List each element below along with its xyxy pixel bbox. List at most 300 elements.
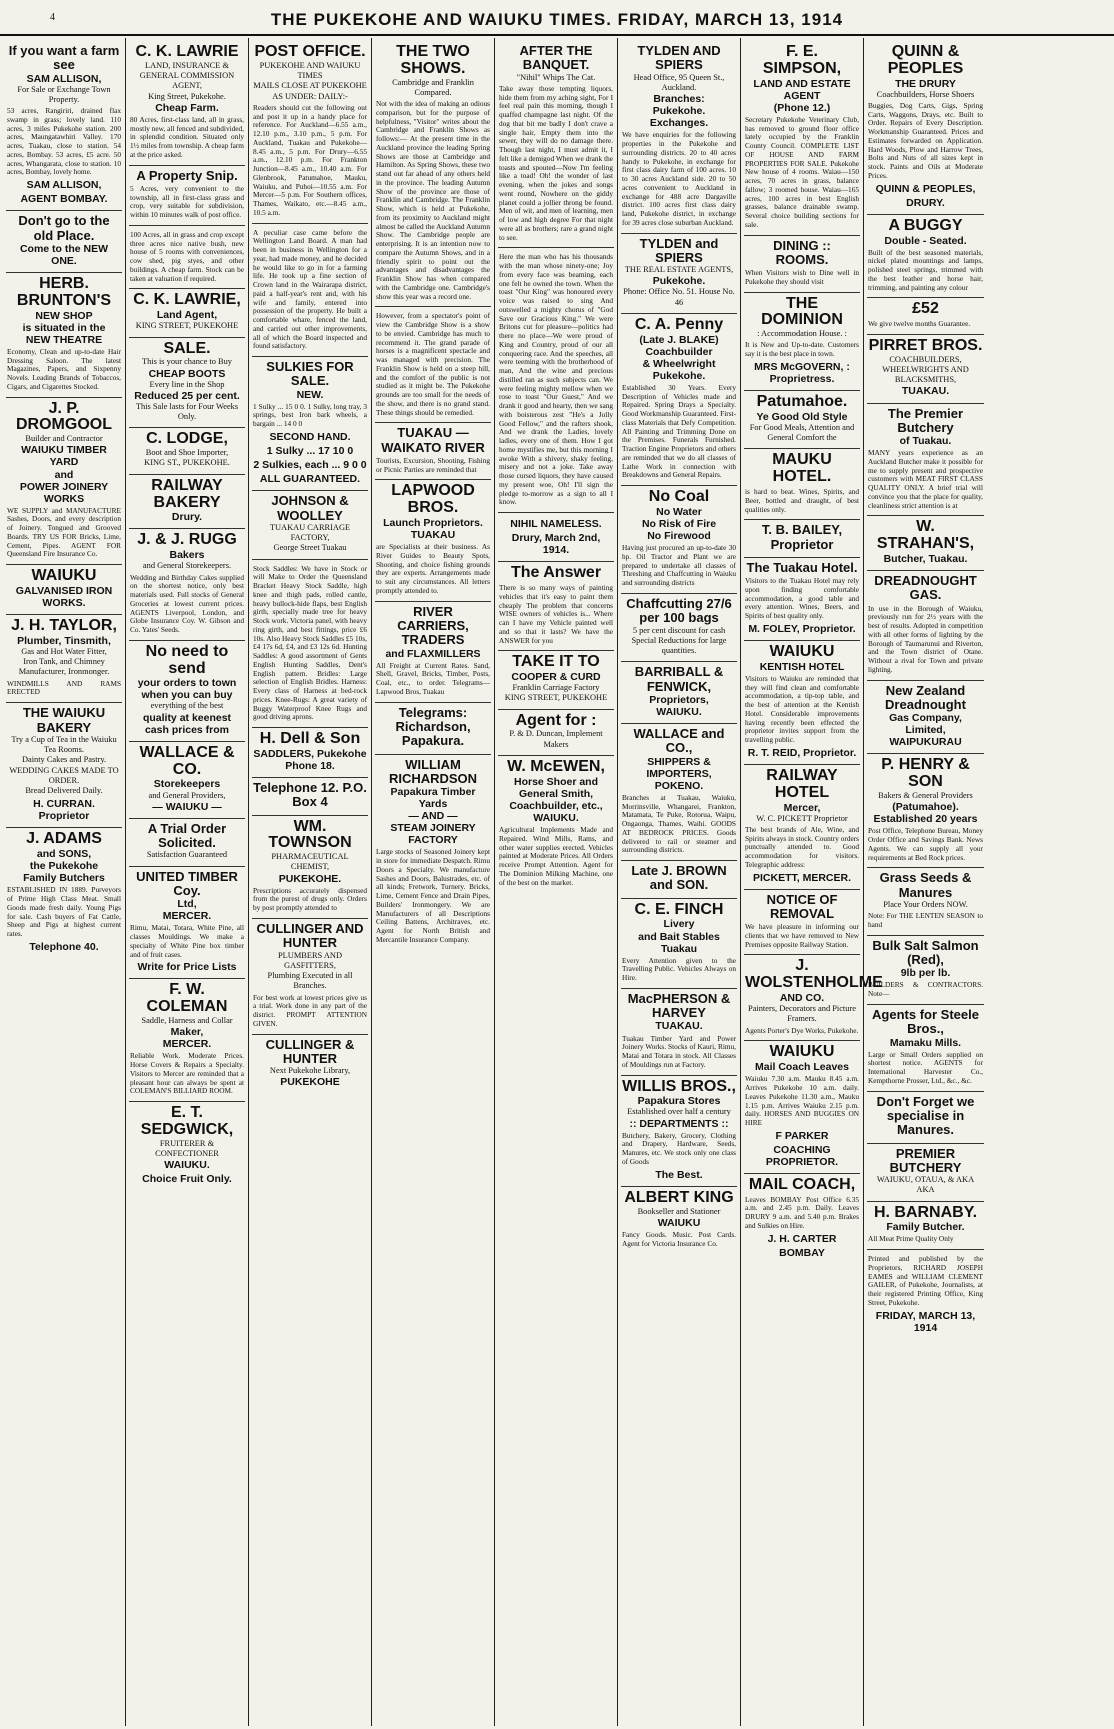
ad-body-text: is hard to beat. Wines, Spirits, and Beer, bottled and draught, of best qualities only. (745, 487, 859, 514)
ad-line: Cheap Farm. (155, 101, 219, 114)
advertisement (744, 558, 860, 641)
ad-line: (Late J. BLAKE) (639, 333, 719, 346)
ad-line: SHIPPERS & IMPORTERS, (646, 755, 712, 780)
ad-body-text: We give twelve months Guarantee. (868, 319, 971, 329)
ad-line: PLUMBERS AND GASFITTERS, (278, 950, 342, 970)
ad-body-text: We have pleasure in informing our clients that we have removed to New Premises opposite Railway Station. (745, 922, 859, 949)
advertisement (621, 724, 737, 861)
ad-body-text: Rimu, Matai, Totara, White Pine, all classes Mouldings. We make a specialty of White Pine box timber and of fruit cases. (130, 923, 244, 959)
advertisement (498, 562, 614, 651)
ad-headline: F. W. COLEMAN (146, 981, 228, 1016)
ad-line: cash prices from (144, 723, 230, 736)
ad-body-text: BUILDERS & CONTRACTORS. Note— (868, 980, 983, 999)
ad-headline: MAIL COACH, (748, 1175, 856, 1193)
ad-line: NEW SHOP (35, 309, 93, 322)
ad-line: Horse Shoer and (513, 775, 599, 788)
ad-line: TUAKAU. (901, 385, 950, 398)
ad-headline: QUINN & PEOPLES (887, 43, 964, 77)
ad-line: Manufacturer, Ironmonger. (18, 667, 110, 677)
column-5 (495, 38, 618, 1726)
ad-line: Saddle, Harness and Collar (141, 1016, 233, 1026)
ad-line: the Pukekohe (29, 860, 99, 873)
ad-line: KING STREET, PUKEKOHE (135, 321, 239, 331)
ad-body-text: Visitors to Waiuku are reminded that they will find clean and comfortable accommodation, a tip-top table, and the best of attention at the Kentish Hotel. Considerable improvements having recently been effected the proprietor invites support from the travelling public. (745, 673, 859, 745)
ad-line: Exchanges. (649, 117, 709, 130)
advertisement (6, 615, 122, 703)
advertisement (867, 335, 984, 404)
ad-line: KING STREET, PUKEKOHE (504, 693, 608, 703)
ad-line: Papakura Timber Yards (390, 786, 476, 811)
ad-line: Franklin Carriage Factory (512, 683, 600, 693)
ad-line: Launch Proprietors. (383, 517, 483, 530)
ad-body-text: Agricultural Implements Made and Repaired. Wind Mills, Rams, and other water supplies erected. Vehicles painted at Moderate Prices. All Orders receive Prompt Attention. Agent for The Dominion Milking Machine, one of the best on the market. (499, 825, 613, 887)
ad-headline: H. BARNABY. (873, 1203, 978, 1221)
advertisement (129, 1102, 245, 1190)
column-7 (741, 38, 883, 1726)
column-1 (3, 38, 126, 1726)
ad-line: of Tuakau. (899, 435, 952, 448)
ad-line: CHEAP BOOTS (148, 367, 226, 380)
ad-line: Branches: (653, 93, 705, 106)
advertisement (867, 516, 984, 571)
advertisement (6, 703, 122, 828)
advertisement (744, 236, 860, 293)
ad-headline: POST OFFICE. (254, 43, 366, 60)
ad-line: FRUITERER & CONFECTIONER (155, 1138, 219, 1158)
ad-line: TUAKAU CARRIAGE FACTORY, (269, 522, 351, 543)
ad-line: Phone: Office No. 51. House No. 46 (623, 287, 735, 307)
advertisement-columns (3, 38, 1111, 1726)
ad-line: Next Pukekohe Library, (269, 1066, 351, 1076)
advertisement (129, 428, 245, 474)
ad-headline: ALBERT KING (624, 1188, 734, 1206)
ad-line: Painters, Decorators and Picture Framers. (748, 1004, 856, 1024)
ad-line: Bread Delivered Daily. (25, 786, 103, 796)
ad-line: For Good Meals, Attention and General Comfort the (749, 422, 855, 443)
ad-line: : Accommodation House. : (757, 329, 847, 339)
ad-headline: SULKIES FOR SALE. (266, 359, 354, 389)
column-2 (126, 38, 249, 1726)
ad-body-text: There is so many ways of painting vehicles that it's easy to paint them cheaply The problem that concerns WISE owners of vehicles is... Where can I have my Vehicle painted well and so that it lasts? We have the ANSWER for you (499, 583, 613, 645)
ad-line: Iron Tank, and Chimney (23, 657, 105, 667)
advertisement (621, 594, 737, 662)
advertisement (621, 989, 737, 1076)
ad-headline: E. T. SEDGWICK, (140, 1104, 234, 1138)
advertisement (6, 828, 122, 958)
advertisement (867, 41, 984, 215)
ad-headline: BARRIBALL & FENWICK, (634, 664, 724, 694)
ad-body-text: For best work at lowest prices give us a trial. Work done in any part of the district. PROMPT ATTENTION GIVEN. (253, 992, 367, 1028)
ad-line: Bakers & General Providers (878, 791, 973, 801)
advertisement (129, 819, 245, 867)
ad-line: and General Providers, (148, 790, 226, 800)
ad-body-text: The best brands of Ale, Wine, and Spirits always in stock. Country orders punctually attended to. Good accommodation for visitors. Telegraphic address: (745, 824, 859, 869)
ad-line: Satisfaction Guaranteed (146, 850, 228, 860)
ad-line: PHARMACEUTICAL CHEMIST, (271, 852, 349, 872)
advertisement (621, 314, 737, 486)
ad-line: NEW. (296, 388, 324, 401)
ad-line: POWER JOINERY WORKS (19, 480, 109, 505)
ad-body-text: Readers should cut the following out and post it up in a handy place for reference. For Auckland—6.55 a.m., 12.10 p.m., 3.10 p.m., 5 p.m. For Auckland, Tuakau and Pukekohe—8.45 a.m., 5 p.m. For Drury—6.55 a.m., 12.10 p.m. For Frankton Junction—8.45 a.m., 10.40 a.m. For Glenbrook, Patumahoe, Mauku, Waiuku, and Puhoi—10.55 a.m. For Mercer—5 p.m. For Southern offices, Thames, Waikato, etc.—8.45 a.m., 10.5 a.m. (253, 102, 367, 217)
ad-line: quality at keenest (142, 711, 232, 724)
ad-headline: MAUKU HOTEL. (772, 451, 832, 486)
ad-line: — AND — (408, 810, 458, 823)
ad-headline: A BUGGY (888, 216, 963, 234)
ad-line: Gas Company, Limited, (889, 712, 962, 737)
ad-headline: NOTICE OF REMOVAL (766, 891, 838, 921)
ad-line: Gas and Hot Water Fitter, (21, 646, 107, 656)
ad-line: Ye Good Old Style (756, 410, 848, 423)
ad-line: Come to the NEW ONE. (19, 242, 109, 267)
ad-body-text: 53 acres, Rangiriri, drained flax swamp in grass; lovely land. 110 acres, 3 miles Pukekohe station. 200 acres, Maungatawhiri Valley. 170 acres, Tuakau, close to station. 54 acres, Bombay. 53 acres, £5 acre. 50 acres, Whangarata, close to station. 10 acres, Bombay, lovely home. (7, 106, 121, 177)
advertisement (621, 234, 737, 314)
ad-headline: WALLACE and CO., (633, 726, 725, 756)
ad-line: Special Reductions for large quantities. (631, 635, 727, 656)
ad-line: (Phone 12.) (773, 101, 831, 114)
advertisement (621, 1187, 737, 1254)
ad-line: Tuakau (661, 942, 697, 955)
advertisement (252, 1035, 368, 1094)
ad-headline: J. WOLSTENHOLME (745, 957, 883, 992)
ad-line: COOPER & CURD (511, 671, 601, 684)
ad-headline: Telegrams: Richardson, Papakura. (395, 704, 471, 749)
ad-headline: New Zealand Dreadnought (885, 682, 966, 712)
advertisement (498, 651, 614, 709)
advertisement (6, 398, 122, 566)
advertisement (375, 703, 491, 755)
advertisement (6, 273, 122, 398)
ad-line: TUAKAU (410, 529, 456, 542)
ad-line: (Patumahoe). (892, 801, 959, 814)
ad-line: No Firewood (647, 530, 711, 543)
advertisement (621, 662, 737, 724)
ad-headline: Chaffcutting 27/6 per 100 bags (626, 595, 732, 626)
advertisement (867, 868, 984, 935)
ad-line: COACHBUILDERS, WHEELWRIGHTS AND BLACKSMITHS, (882, 354, 969, 385)
ad-line: This Sale lasts for Four Weeks Only. (135, 401, 239, 422)
ad-line: Plumber, Tinsmith, (17, 634, 111, 647)
ad-headline: TAKE IT TO (512, 653, 600, 671)
ad-headline: WILLIS BROS., (622, 1077, 736, 1095)
ad-line: PUKEKOHE AND WAIUKU TIMES (259, 60, 361, 81)
ad-line: Drury. (171, 511, 203, 524)
ad-headline: H. Dell & Son (259, 730, 361, 748)
advertisement (129, 226, 245, 290)
ad-headline: THE WAIUKU BAKERY (22, 705, 106, 735)
ad-line: General Smith, (518, 787, 594, 800)
ad-line: Cambridge and Franklin Compared. (392, 77, 474, 97)
advertisement (129, 166, 245, 226)
ad-line: and (54, 468, 74, 481)
ad-line: Pukekohe. (652, 105, 706, 118)
ad-headline: No Coal (648, 488, 710, 506)
ad-headline: The Tuakau Hotel. (746, 559, 858, 575)
column-3 (249, 38, 372, 1726)
ad-headline: PIRRET BROS. (868, 336, 983, 354)
ad-headline: Agents for Steele Bros., (872, 1006, 979, 1037)
advertisement (6, 565, 122, 615)
ad-body-text: Large or Small Orders supplied on shortest notice. AGENTS for International Harvester Co., Kempthorne Prosser, Ltd., &c., &c. (868, 1049, 983, 1085)
ad-line: For Sale or Exchange Town Property. (17, 84, 111, 104)
ad-body-text: Having just procured an up-to-date 30 hp. Oil Tractor and Plant we are prepared to undertake all classes of Threshing and Chaffcutting in Waiuku and surrounding districts (622, 543, 736, 588)
ad-footer: Drury, March 2nd, 1914. (511, 532, 601, 557)
ad-line: 9lb per lb. (900, 967, 951, 980)
ad-footer: AGENT BOMBAY. (20, 193, 108, 206)
ad-headline: MacPHERSON & HARVEY (627, 990, 731, 1021)
ad-headline: F. E. SIMPSON, (762, 43, 842, 77)
advertisement (129, 338, 245, 429)
ad-body-text: Buggies, Dog Carts, Gigs, Spring Carts, Waggons, Drays, etc. Built to Order. Repairs of Every Description. Workmanship Guaranteed. Prices and Estimates forwarded on Application. Hard Woods, Plow and Harrow Trees, Bolts and Nuts of all sizes kept in stock. Paints and Oils at Moderate Prices. (868, 100, 983, 180)
ad-headline: W. McEWEN, (507, 757, 605, 775)
ad-headline: CULLINGER AND HUNTER (256, 920, 364, 951)
ad-headline: THE DOMINION (761, 294, 843, 329)
ad-headline: The Premier Butchery (887, 405, 964, 435)
ad-line: and FLAXMILLERS (385, 647, 481, 660)
ad-headline: C. K. LAWRIE (135, 43, 239, 60)
ad-line: Proprietors, (649, 693, 709, 706)
ad-headline: The Answer (510, 564, 602, 582)
ad-line: No Water (656, 506, 702, 519)
ad-footer: F PARKER (775, 1129, 829, 1142)
ad-line: Ltd, (177, 898, 197, 911)
ad-line: Mercer, (783, 801, 821, 814)
ad-line: Phone 18. (285, 759, 335, 772)
ad-headline: No need to send (145, 642, 229, 677)
ad-footer: H. CURRAN. Proprietor (33, 798, 95, 823)
ad-headline: C. A. Penny (634, 315, 724, 333)
ad-line: "Nihil" Whips The Cat. (516, 72, 596, 82)
ad-body-text: Established 30 Years. Every Description of Vehicles made and Repaired. Spring Drays a Specialty. Good Workmanship Guaranteed. First-class Materials that Defy Competition. All Painting and Trimming Done on the Premises. Funerals Furnished. Traction Engine Proprietors and others are reminded that we do all classes of Lathe Work in connection with Breakdowns and General Repairs. (622, 382, 736, 480)
newspaper-title: THE PUKEKOHE AND WAIUKU TIMES. FRIDAY, MARCH 13, 1914 (270, 10, 844, 29)
ad-body-text: 80 Acres, first-class land, all in grass, mostly new, all fenced and subdivided, in splendid condition. Situated only 1½ miles from township. A cheap farm at the price asked. (130, 114, 244, 159)
ad-line: Bookseller and Stationer (637, 1206, 721, 1216)
ad-headline: P. HENRY & SON (881, 756, 970, 791)
advertisement (129, 742, 245, 819)
ad-body-text: In use in the Borough of Waiuku, previously run for 2½ years with the best of results. Adopted in competition with all other forms of lighting by the Borough of Taumarunui and Riverton, and the Town district of Otane. Without a rival for Town and private lighting. (868, 603, 983, 674)
ad-body-text: Tourists, Excursion, Shooting, Fishing or Picnic Parties are reminded that (376, 455, 490, 474)
advertisement (867, 404, 984, 517)
ad-body-text: Branches at Tuakau, Waiuku, Morrinsville, Whangarei, Frankton, Matamata, Te Puke, Rotorua, Waipu, Ongaonga, Thames, Waihi. GOODS AT BEDROCK PRICES. Goods delivered to rail or steamer and surrounding districts. (622, 792, 736, 855)
ad-body-text: are Specialists at their business. As River Guides to Beauty Spots, Shooting, and choice fishing grounds they are experts. Arrangements made to suit any circumstances. All letters promptly attended to. (376, 542, 490, 595)
ad-line: LAND AND ESTATE AGENT (753, 77, 851, 102)
advertisement (867, 681, 984, 755)
ad-body-text: When Visitors wish to Dine well in Pukekohe they should visit (745, 268, 859, 286)
ad-line: Established 20 years (873, 813, 978, 826)
advertisement (867, 1092, 984, 1144)
ad-headline: RAILWAY HOTEL (766, 766, 838, 801)
ad-body-text: Economy, Clean and up-to-date Hair Dressing Saloon. The latest Magazines, Papers, and Sixpenny Novels. Leading Brands of Tobaccos, Cigars, and Cigarettes Stocked. (7, 346, 121, 391)
advertisement (867, 1202, 984, 1251)
ad-line: Livery (663, 918, 695, 931)
ad-headline: Don't Forget we specialise in Manures. (876, 1093, 975, 1138)
ad-body-text: It is New and Up-to-date. Customers say it is the best place in town. (745, 340, 859, 359)
ad-body-text: All Freight at Current Rates. Sand, Shell, Gravel, Bricks, Timber, Posts, Coal, etc., to order. Telegrams—Lapwood Bros, Tuakau (376, 660, 490, 696)
ad-body-text: Post Office, Telephone Bureau, Money Order Office and Savings Bank. News Agents. We can supply all your requirements at Bed Rock prices. (868, 826, 983, 862)
advertisement (498, 513, 614, 562)
ad-line: Dainty Cakes and Pastry. (21, 755, 107, 765)
ad-headline: LAPWOOD BROS. (391, 482, 475, 517)
advertisement (252, 491, 368, 559)
ad-body-text: Waiuku 7.30 a.m. Mauku 8.45 a.m. Arrives Pukekohe 10 a.m. daily. Leaves Pukekohe 11.30 a.m., Mauku 1.15 p.m. Arrives Waiuku 2.15 p.m. daily. HORSES AND BUGGIES ON HIRE (745, 1074, 859, 1127)
ad-line: WORKS. (42, 597, 86, 610)
ad-line: Family Butcher. (886, 1221, 965, 1234)
ad-headline: Telephone 12. P.O. Box 4 (253, 779, 367, 810)
ad-body-text: Visitors to the Tuakau Hotel may rely upon finding comfortable accommodation, a good table and every attention. Wines, Beers, and Spirits of best quality only. (745, 576, 859, 621)
column-4 (372, 38, 495, 1726)
advertisement (744, 955, 883, 1041)
ad-line: P. & D. Duncan, Implement Makers (509, 729, 603, 749)
ad-footer: FRIDAY, MARCH 13, 1914 (875, 1309, 976, 1334)
ad-line: This is your chance to Buy (141, 357, 232, 367)
ad-headline: WAIUKU (31, 567, 97, 585)
ad-headline: RAILWAY BAKERY (151, 476, 223, 511)
ad-line: W. C. PICKETT Proprietor (756, 813, 848, 823)
advertisement (621, 861, 737, 899)
advertisement (6, 41, 122, 211)
ad-line: GALVANISED IRON (15, 584, 113, 597)
ad-line: NEW THEATRE (25, 333, 103, 346)
ad-line: WAIUKU. (533, 811, 579, 824)
ad-line: Land Agent, (156, 309, 218, 322)
ad-line: & Wheelwright (642, 357, 716, 370)
ad-line: everything of the best (150, 701, 224, 711)
advertisement (252, 41, 368, 224)
ad-headline: A Property Snip. (136, 167, 238, 183)
advertisement (867, 754, 984, 868)
ad-line: WAIUKU TIMBER YARD (21, 444, 107, 469)
advertisement (375, 480, 491, 601)
masthead (0, 0, 1114, 36)
ad-headline: Agent for : (515, 711, 597, 729)
advertisement (129, 475, 245, 530)
ad-headline: Patumahoe. (756, 393, 848, 411)
column-8 (864, 38, 987, 1726)
ad-line: and Bait Stables (638, 930, 720, 943)
advertisement (744, 641, 860, 765)
ad-body-text: ESTABLISHED IN 1889. Purveyors of Prime High Class Meat. Small Goods made fresh daily. Young Pigs for sale. Cash buyers of Fat Cattle, Sheep and Pigs at highest current rates. (7, 885, 121, 939)
ad-line: LAND, INSURANCE & GENERAL COMMISSION AGENT, (139, 60, 235, 91)
ad-headline: HERB. BRUNTON'S (16, 275, 112, 309)
ad-footer: Telephone 40. (29, 940, 99, 953)
advertisement (375, 41, 491, 307)
ad-footer: Choice Fruit Only. (142, 1173, 232, 1186)
ad-body-text: Wedding and Birthday Cakes supplied on the shortest notice, only best materials used. Full stocks of General Groceries at lowest current prices. AGENTS Liverpool, London, and Globe Insurance Coy. W. Gibson and Co. Yates' Seeds. (130, 572, 244, 634)
ad-headline: RIVER CARRIERS, TRADERS (397, 603, 469, 648)
ad-headline: Late J. BROWN and SON. (631, 863, 727, 893)
advertisement (744, 293, 860, 391)
ad-line: Double - Seated. (884, 234, 967, 247)
advertisement (252, 224, 368, 358)
advertisement (129, 641, 245, 742)
advertisement (867, 298, 984, 335)
ad-footer: COACHING PROPRIETOR. (765, 1143, 839, 1168)
ad-body-text: Tuakau Timber Yard and Power Joinery Works. Stocks of Kauri, Rimu, Matai and Totara in stock. All Classes of Mouldings run at Factory. (622, 1033, 736, 1069)
ad-line: Established over half a century (627, 1107, 731, 1117)
ad-line: Papakura Stores (637, 1095, 721, 1108)
ad-line: Bakers (169, 549, 205, 562)
ad-headline: TYLDEN AND SPIERS (637, 43, 721, 73)
ad-headline: C. K. LAWRIE, (133, 291, 241, 309)
ad-line: THE REAL ESTATE AGENTS, (624, 265, 734, 275)
advertisement (129, 41, 245, 166)
ad-headline: J. P. DROMGOOL (16, 399, 112, 434)
ad-line: Plumbing Executed in all Branches. (267, 971, 353, 991)
ad-line: No Risk of Fire (641, 518, 717, 531)
advertisement (498, 248, 614, 513)
ad-body-text: WINDMILLS AND RAMS ERECTED (7, 678, 121, 697)
ad-line: WAIPUKURAU (889, 736, 962, 749)
ad-line: Pukekohe. (652, 369, 706, 382)
ad-line: Coachbuilders, Horse Shoers (876, 89, 975, 99)
ad-line: Coachbuilder, etc., (509, 799, 603, 812)
ad-headline: WAIUKU (769, 1043, 835, 1061)
advertisement (252, 919, 368, 1035)
ad-headline: JOHNSON & WOOLLEY (271, 493, 349, 523)
ad-line: when you can buy (141, 689, 233, 702)
ad-line: Coachbuilder (645, 345, 713, 358)
ad-line: WEDDING CAKES MADE TO ORDER. (9, 765, 119, 785)
ad-body-text: MANY years experience as an Auckland Butcher make it possible for me to supply present and prospective customers with MEAT FIRST CLASS QUALITY ONLY. A brief trial will convince you that the place for quality, cleanliness strict attention is at (868, 448, 983, 510)
ad-body-text: Built of the best seasoned materials, nickel plated mountings and lamps, polished steel springs, trimmed with the best leather and horse hair, trimming, and painting any colour (868, 247, 983, 292)
ad-headline: Bulk Salt Salmon (Red), (872, 937, 979, 968)
advertisement (621, 41, 737, 234)
ad-headline: Grass Seeds & Manures (879, 870, 972, 900)
ad-line: Boot and Shoe Importer, (145, 448, 229, 458)
advertisement (867, 936, 984, 1005)
ad-line: your orders to town (137, 677, 237, 690)
ad-footer: DRURY. (906, 196, 945, 209)
ad-headline: If you want a farm see (8, 43, 120, 73)
ad-line: Butcher, Tuakau. (883, 553, 968, 566)
ad-headline: CULLINGER & HUNTER (265, 1036, 355, 1066)
ad-footer: R. T. REID, Proprietor. (747, 746, 857, 759)
ad-line: Builder and Contractor (25, 434, 103, 444)
advertisement (375, 602, 491, 703)
ad-line: Every line in the Shop (149, 379, 225, 389)
ad-headline: TUAKAU — WAIKATO RIVER (381, 425, 485, 455)
ad-headline: TYLDEN and SPIERS (639, 235, 719, 265)
advertisement (867, 215, 984, 299)
ad-line: Maker, (170, 1026, 204, 1039)
ad-footer: SECOND HAND. (269, 430, 351, 443)
ad-body-text: Not with the idea of making an odious comparison, but for the purpose of helpfulness, "Visitor" writes about the Cambridge and Franklin Shows as follows:— At the present time in the Auckland province the leading Spring Shows are those at Cambridge and Hamilton. As Spring Shows, these two stand out far ahead of any others held in the province. The leading Autumn Show of the province are those of Franklin and Cambridge. The Franklin Show, which is held at Pukekohe, from its proximity to Auckland might almost be called the Auckland Autumn Show. The Cambridge people are enterprising. It is an intention now to compare the Autumn Shows, and in a friendly spirit to point out the advantages and disadvantages the Franklin Show has when compared with the Cambridge one. Cambridge's show this year was a record one. (376, 99, 490, 301)
ad-footer: PICKETT, MERCER. (752, 871, 851, 884)
ad-line: SAM ALLISON, (26, 72, 102, 85)
ad-line: is situated in the (22, 321, 106, 334)
advertisement (621, 486, 737, 594)
advertisement (867, 571, 984, 681)
ad-headline: J. ADAMS (26, 830, 102, 848)
ad-body-text: However, from a spectator's point of view the Cambridge Show is a show to be envied. Cambridge has much to recommend it. The grand parade of horses is a magnificent spectacle and was managed with precision. The Franklin Show is held on a steep hill, and the comfort of the public is not studied as it might be. The Pukekohe grounds are too small for the needs of the show, and there is no grand stand. These things should be remedied. (376, 311, 490, 417)
advertisement (129, 979, 245, 1102)
ad-line: Place Your Orders NOW. (883, 900, 968, 910)
ad-body-text: WE SUPPLY and MANUFACTURE Sashes, Doors, and every description of Joinery. Tongued and Grooved Boards. TRY US FOR Bricks, Lime, Cement, Pipes. AGENT FOR Queensland Fire Insurance Co. (7, 505, 121, 559)
advertisement (621, 899, 737, 989)
ad-line: PUKEKOHE. (278, 872, 342, 885)
ad-body-text: Fancy Goods. Music. Post Cards. Agent for Victoria Insurance Co. (622, 1229, 736, 1248)
ad-line: Family Butchers (23, 872, 105, 885)
ad-body-text: 1 Sulky ... 15 0 0. 1 Sulky, long tray, 3 springs, best Iron bark wheels, a bargain ... 14 0 0 (253, 401, 367, 429)
ad-line: Mail Coach Leaves (755, 1061, 849, 1074)
ad-headline: T. B. BAILEY, Proprietor (761, 522, 843, 552)
ad-footer: QUINN & PEOPLES, (875, 182, 976, 195)
ad-footer: MRS McGOVERN, : Proprietress. (754, 360, 850, 386)
ad-line: Storekeepers (153, 778, 221, 791)
advertisement (498, 756, 614, 892)
ad-footer: Write for Price Lists (137, 961, 237, 974)
ad-footer: M. FOLEY, Proprietor. (748, 622, 856, 635)
ad-body-text: A peculiar case came before the Wellington Land Board. A man had been in business in Wellington for a year, had made money, and he decided he would like to go in for a farming life. He took up a fine section of Crown land in the Wairarapa district, paid a half-year's rent and, with his wife and family, entered into possession of the property. He built a comfortable whare, fenced the land, and carried out other improvements, all of which the Board inspected and found satisfactory. (253, 227, 367, 351)
